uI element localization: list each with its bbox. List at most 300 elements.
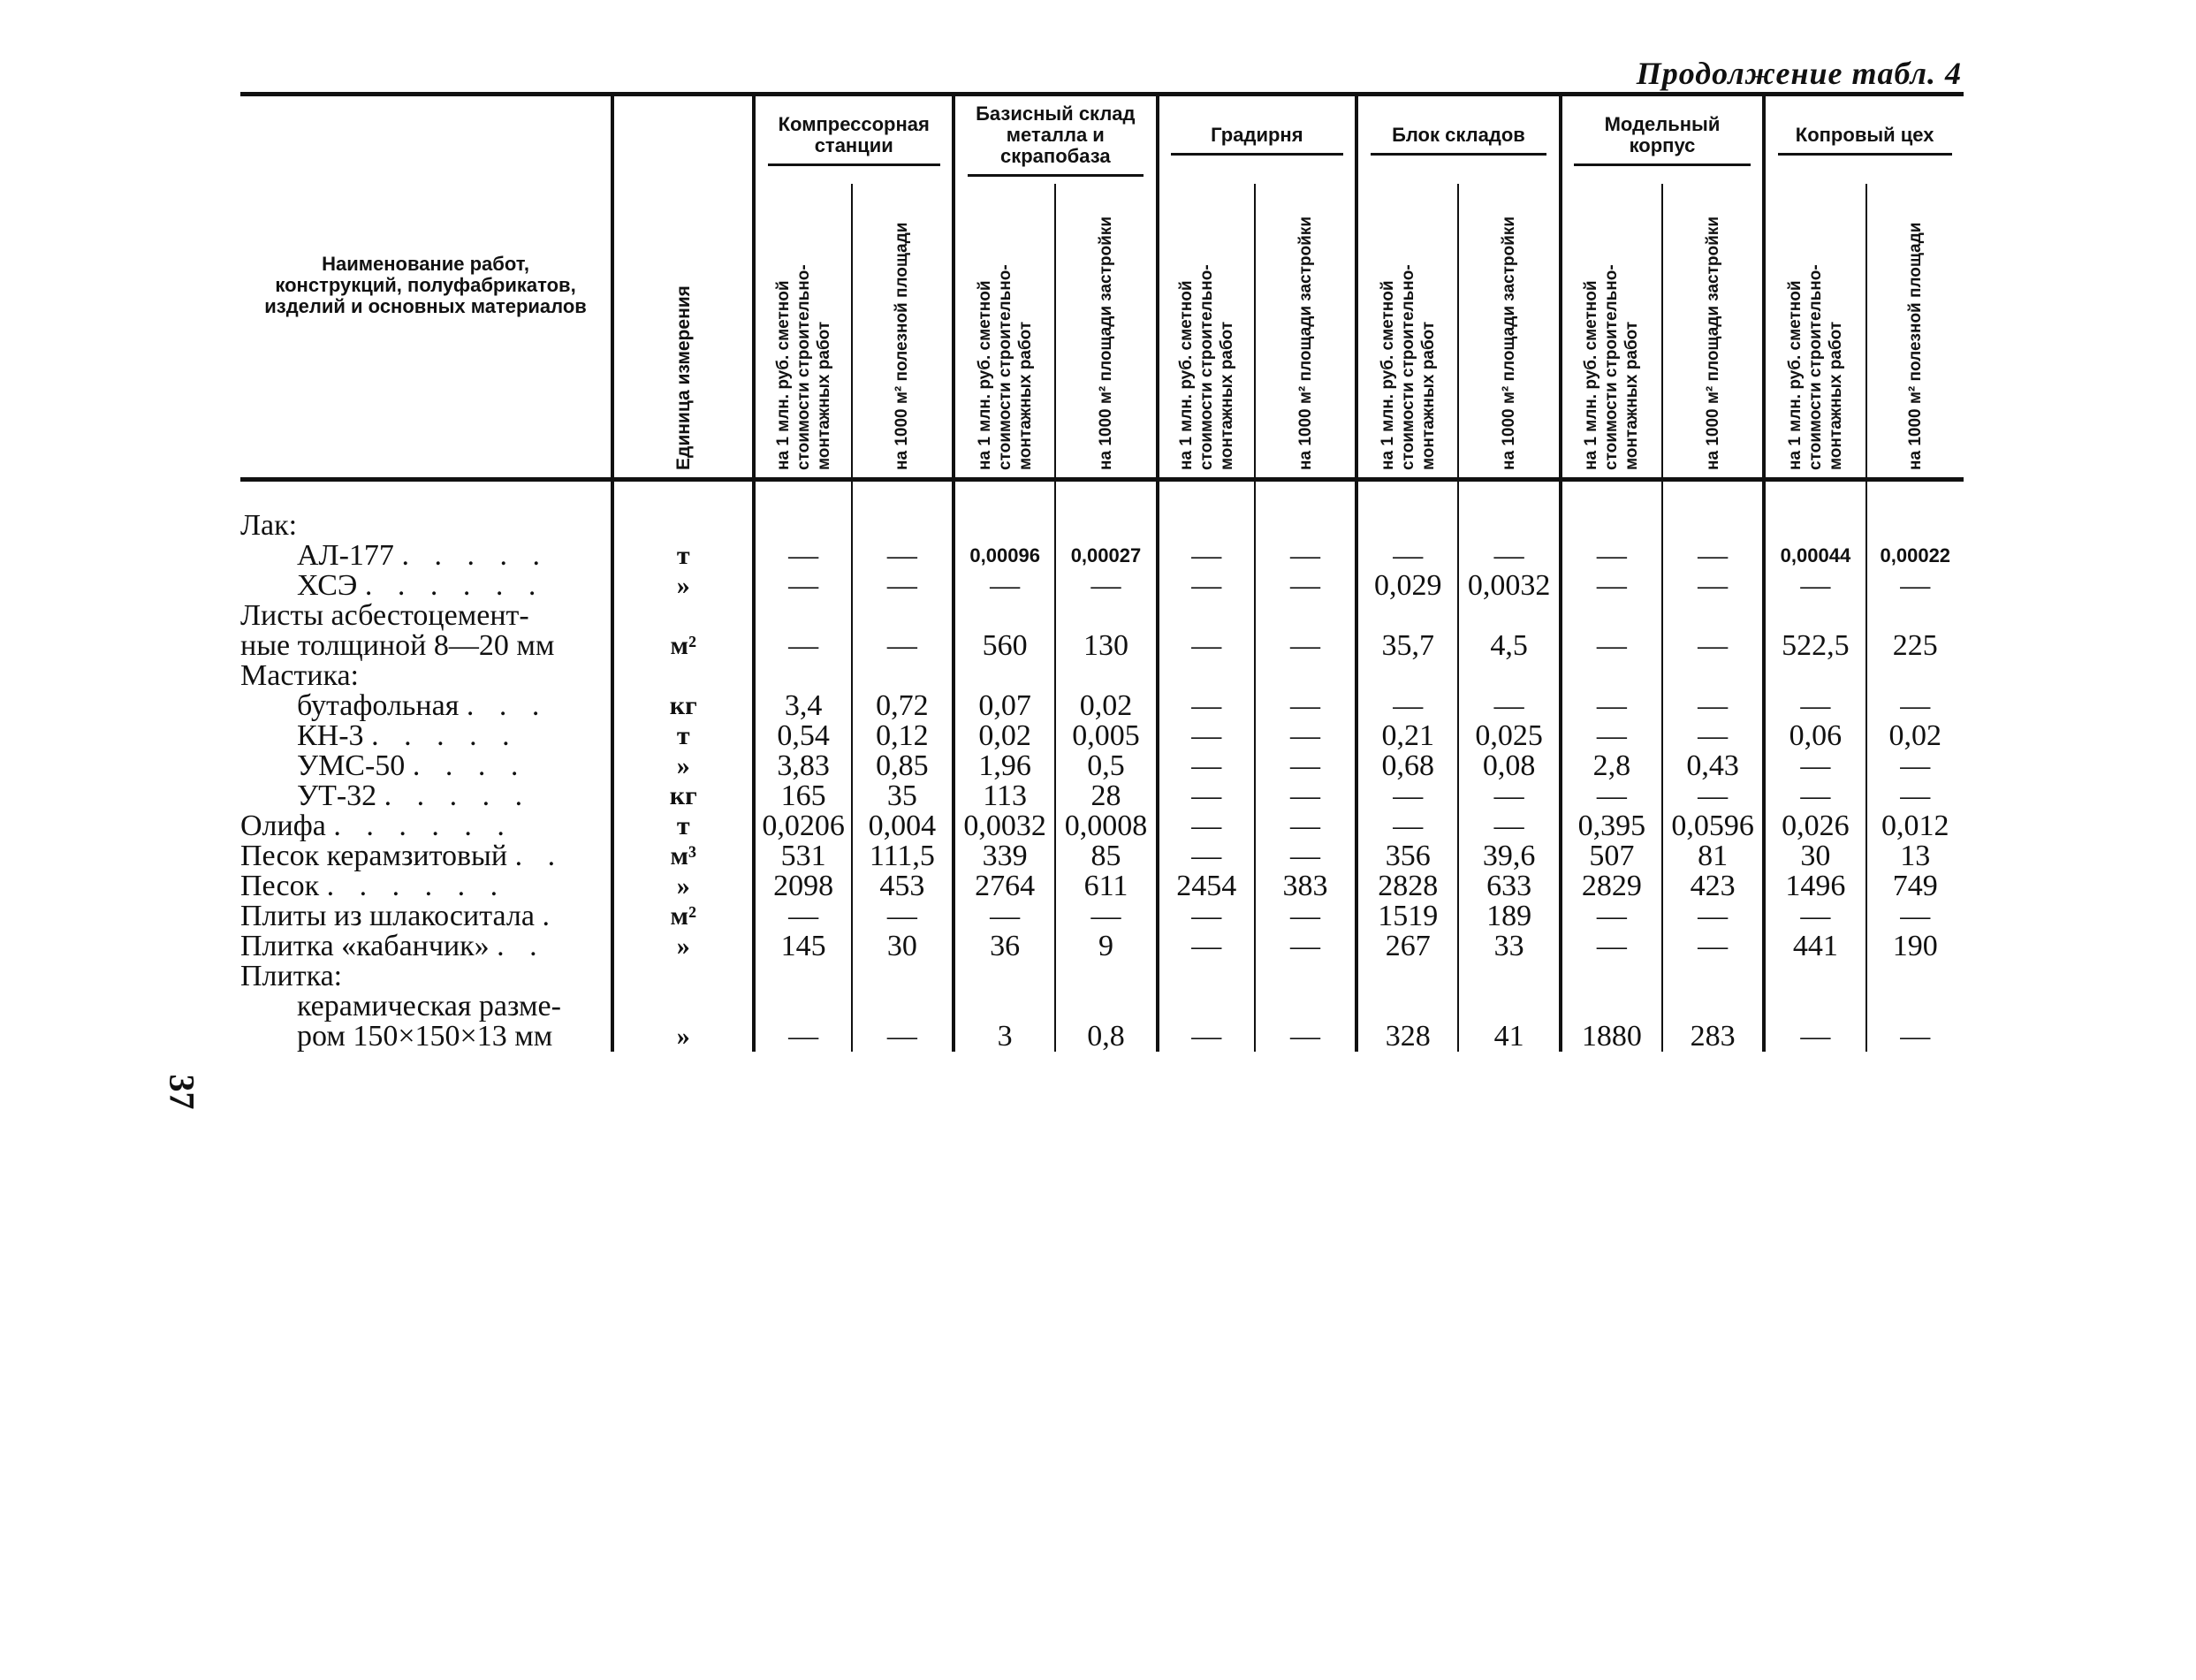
value-cell: — (1458, 691, 1560, 721)
value-cell: 0,02 (954, 721, 1055, 751)
table-row (240, 691, 1964, 721)
value-cell (1055, 511, 1157, 541)
value-cell: 633 (1458, 871, 1560, 901)
subheader-per-1000m2: на 1000 м² площади застройки (1458, 184, 1560, 475)
value-cell: — (1255, 721, 1356, 751)
value-cell: — (1866, 751, 1964, 781)
leader-dots: . . . . . . (333, 810, 513, 842)
value-cell: — (1561, 901, 1662, 931)
value-cell: — (1356, 811, 1458, 841)
value-cell: 0,54 (754, 721, 851, 751)
value-cell: — (1866, 781, 1964, 811)
value-cell: 39,6 (1458, 841, 1560, 871)
value-cell: — (1255, 571, 1356, 601)
value-cell: 0,43 (1662, 751, 1764, 781)
table-row (240, 781, 1964, 811)
value-cell: — (1764, 691, 1865, 721)
value-cell: 2828 (1356, 871, 1458, 901)
value-cell: — (1158, 811, 1255, 841)
table-row (240, 871, 1964, 901)
unit-cell (612, 992, 754, 1022)
value-cell: — (1561, 691, 1662, 721)
value-cell: 2098 (754, 871, 851, 901)
value-cell: — (1158, 1022, 1255, 1052)
unit-cell: » (612, 751, 754, 781)
value-cell: 0,00022 (1866, 541, 1964, 571)
value-cell: — (1158, 751, 1255, 781)
value-cell: 30 (852, 931, 954, 962)
table-row (240, 601, 1964, 631)
value-cell (1764, 511, 1865, 541)
value-cell: — (1158, 901, 1255, 931)
value-cell: 0,005 (1055, 721, 1157, 751)
value-cell (1458, 661, 1560, 691)
value-cell: — (852, 571, 954, 601)
value-cell: — (1356, 691, 1458, 721)
value-cell: 0,0032 (954, 811, 1055, 841)
unit-cell: м² (612, 901, 754, 931)
page-number: 37 (162, 1074, 202, 1110)
value-cell (1764, 992, 1865, 1022)
unit-cell: т (612, 541, 754, 571)
value-cell: — (754, 1022, 851, 1052)
value-cell: 0,07 (954, 691, 1055, 721)
value-cell: — (1662, 721, 1764, 751)
value-cell (1356, 962, 1458, 992)
table-row (240, 962, 1964, 992)
value-cell: — (1561, 571, 1662, 601)
value-cell: — (1662, 901, 1764, 931)
value-cell: 113 (954, 781, 1055, 811)
value-cell (754, 511, 851, 541)
value-cell (1158, 962, 1255, 992)
value-cell: 441 (1764, 931, 1865, 962)
value-cell (852, 601, 954, 631)
row-label: Плитка «кабанчик» . . (240, 931, 612, 962)
value-cell: 0,0008 (1055, 811, 1157, 841)
value-cell: 33 (1458, 931, 1560, 962)
value-cell: 560 (954, 631, 1055, 661)
value-cell: 2,8 (1561, 751, 1662, 781)
value-cell: — (1561, 721, 1662, 751)
value-cell: 0,85 (852, 751, 954, 781)
unit-cell (612, 962, 754, 992)
value-cell: 0,00096 (954, 541, 1055, 571)
value-cell: — (1866, 1022, 1964, 1052)
value-cell: 0,72 (852, 691, 954, 721)
value-cell: 749 (1866, 871, 1964, 901)
value-cell (1764, 661, 1865, 691)
group-header-model-building: Модельный корпус (1561, 95, 1765, 184)
value-cell (1866, 962, 1964, 992)
subheader-per-1000m2: на 1000 м² площади застройки (1055, 184, 1157, 475)
value-cell (954, 992, 1055, 1022)
unit-cell: » (612, 871, 754, 901)
row-label: керамическая разме- (240, 992, 612, 1022)
unit-cell: » (612, 931, 754, 962)
name-column-header: Наименование работ, конструкций, полуфабрикатов, изделий и основных материалов (264, 253, 587, 317)
value-cell: 0,0596 (1662, 811, 1764, 841)
value-cell: 0,00027 (1055, 541, 1157, 571)
subheader-per-million: на 1 млн. руб. сметной стоимости строительно-монтажных работ (1561, 184, 1662, 475)
subheader-per-million: на 1 млн. руб. сметной стоимости строительно-монтажных работ (754, 184, 851, 475)
value-cell: — (1561, 931, 1662, 962)
value-cell: — (852, 901, 954, 931)
value-cell: 328 (1356, 1022, 1458, 1052)
unit-cell: кг (612, 781, 754, 811)
value-cell: — (1662, 631, 1764, 661)
value-cell (1866, 661, 1964, 691)
value-cell: 0,68 (1356, 751, 1458, 781)
value-cell: — (1255, 901, 1356, 931)
row-label: Олифа . . . . . . (240, 811, 612, 841)
leader-dots: . . . . . . (326, 870, 507, 902)
value-cell (1662, 992, 1764, 1022)
value-cell (754, 992, 851, 1022)
value-cell (1055, 601, 1157, 631)
value-cell: — (1055, 901, 1157, 931)
value-cell: — (852, 1022, 954, 1052)
value-cell: 522,5 (1764, 631, 1865, 661)
value-cell: — (1158, 721, 1255, 751)
value-cell: — (1764, 1022, 1865, 1052)
value-cell: 190 (1866, 931, 1964, 962)
value-cell (1158, 511, 1255, 541)
value-cell: 4,5 (1458, 631, 1560, 661)
value-cell: 36 (954, 931, 1055, 962)
row-label: Мастика: (240, 661, 612, 691)
value-cell (1866, 992, 1964, 1022)
subheader-per-million: на 1 млн. руб. сметной стоимости строительно-монтажных работ (1356, 184, 1458, 475)
row-label: Песок керамзитовый . . (240, 841, 612, 871)
value-cell (1662, 962, 1764, 992)
row-label: бутафольная . . . (240, 691, 612, 721)
subheader-per-million: на 1 млн. руб. сметной стоимости строительно-монтажных работ (1158, 184, 1255, 475)
value-cell: 0,0206 (754, 811, 851, 841)
value-cell: — (1662, 691, 1764, 721)
value-cell: — (1561, 541, 1662, 571)
value-cell (1356, 511, 1458, 541)
row-label: Песок . . . . . . (240, 871, 612, 901)
row-label: Лак: (240, 511, 612, 541)
value-cell: — (1158, 931, 1255, 962)
value-cell (1662, 661, 1764, 691)
value-cell (852, 992, 954, 1022)
value-cell: 0,12 (852, 721, 954, 751)
leader-dots: . . . . . . (364, 569, 545, 602)
row-label: Листы асбестоцемент- (240, 601, 612, 631)
value-cell: 0,8 (1055, 1022, 1157, 1052)
value-cell (1662, 511, 1764, 541)
value-cell: — (1255, 541, 1356, 571)
value-cell: — (754, 631, 851, 661)
value-cell: 453 (852, 871, 954, 901)
row-label: ром 150×150×13 мм (240, 1022, 612, 1052)
value-cell (1561, 601, 1662, 631)
value-cell (954, 661, 1055, 691)
table-row (240, 811, 1964, 841)
table-row (240, 571, 1964, 601)
value-cell: — (1561, 631, 1662, 661)
row-label: Плиты из шлакоситала . (240, 901, 612, 931)
leader-dots: . . (514, 840, 565, 872)
table-caption: Продолжение табл. 4 (1636, 56, 1962, 91)
value-cell: — (1255, 751, 1356, 781)
value-cell: — (1255, 841, 1356, 871)
unit-cell: т (612, 811, 754, 841)
value-cell (954, 511, 1055, 541)
value-cell: 35 (852, 781, 954, 811)
spacer-row (240, 475, 1964, 511)
value-cell: — (1158, 841, 1255, 871)
row-label: АЛ-177 . . . . . (240, 541, 612, 571)
group-header-warehouse-block: Блок складов (1356, 95, 1561, 184)
table-row (240, 751, 1964, 781)
value-cell: 356 (1356, 841, 1458, 871)
value-cell (1158, 601, 1255, 631)
value-cell (754, 962, 851, 992)
value-cell: — (1866, 691, 1964, 721)
value-cell: 3 (954, 1022, 1055, 1052)
value-cell (1055, 962, 1157, 992)
value-cell: — (1255, 631, 1356, 661)
value-cell: 225 (1866, 631, 1964, 661)
unit-cell: м³ (612, 841, 754, 871)
unit-cell: т (612, 721, 754, 751)
value-cell: 0,0032 (1458, 571, 1560, 601)
value-cell (954, 962, 1055, 992)
group-header-compressor: Компрессорная станции (754, 95, 954, 184)
unit-cell (612, 661, 754, 691)
subheader-per-1000m2: на 1000 м² площади застройки (1255, 184, 1356, 475)
value-cell: — (754, 541, 851, 571)
value-cell (852, 661, 954, 691)
value-cell (1764, 962, 1865, 992)
value-cell: — (954, 901, 1055, 931)
table-row (240, 541, 1964, 571)
value-cell: — (1764, 571, 1865, 601)
value-cell: — (1255, 811, 1356, 841)
value-cell: 1519 (1356, 901, 1458, 931)
value-cell (1561, 992, 1662, 1022)
value-cell: 0,08 (1458, 751, 1560, 781)
value-cell: 35,7 (1356, 631, 1458, 661)
value-cell: — (1561, 781, 1662, 811)
group-header-cooling-tower: Градирня (1158, 95, 1357, 184)
value-cell (1458, 601, 1560, 631)
row-label: Плитка: (240, 962, 612, 992)
value-cell: 3,83 (754, 751, 851, 781)
value-cell (1866, 511, 1964, 541)
header-row-groups (240, 95, 1964, 184)
value-cell: — (1255, 691, 1356, 721)
row-label: УМС-50 . . . . (240, 751, 612, 781)
value-cell: 111,5 (852, 841, 954, 871)
value-cell (1255, 511, 1356, 541)
leader-dots: . . . . (412, 749, 528, 782)
value-cell: 383 (1255, 871, 1356, 901)
leader-dots: . . . . . (401, 539, 549, 572)
value-cell (1356, 601, 1458, 631)
value-cell: 0,395 (1561, 811, 1662, 841)
value-cell: — (1662, 931, 1764, 962)
value-cell: 2829 (1561, 871, 1662, 901)
leader-dots: . . . (466, 689, 549, 722)
row-label: ные толщиной 8—20 мм (240, 631, 612, 661)
table-row (240, 1022, 1964, 1052)
value-cell (1866, 601, 1964, 631)
value-cell: — (1158, 541, 1255, 571)
subheader-per-1000m2: на 1000 м² площади застройки (1662, 184, 1764, 475)
value-cell: — (1866, 571, 1964, 601)
subheader-per-million: на 1 млн. руб. сметной стоимости строительно-монтажных работ (954, 184, 1055, 475)
leader-dots: . . . . . (384, 779, 532, 812)
value-cell (1255, 661, 1356, 691)
table-row (240, 661, 1964, 691)
value-cell: 130 (1055, 631, 1157, 661)
value-cell: 1496 (1764, 871, 1865, 901)
value-cell: 165 (754, 781, 851, 811)
value-cell (754, 661, 851, 691)
value-cell (1055, 661, 1157, 691)
value-cell: 41 (1458, 1022, 1560, 1052)
value-cell (1764, 601, 1865, 631)
row-label: ХСЭ . . . . . . (240, 571, 612, 601)
value-cell (852, 511, 954, 541)
value-cell: 283 (1662, 1022, 1764, 1052)
value-cell (1356, 992, 1458, 1022)
value-cell (1356, 661, 1458, 691)
value-cell (1561, 511, 1662, 541)
leader-dots: . . (497, 930, 546, 962)
value-cell (1255, 992, 1356, 1022)
value-cell: 0,004 (852, 811, 954, 841)
table-row (240, 631, 1964, 661)
unit-cell: » (612, 571, 754, 601)
value-cell: — (1356, 541, 1458, 571)
subheader-per-1000m2: на 1000 м² полезной площади (1866, 184, 1964, 475)
unit-cell (612, 511, 754, 541)
value-cell (1458, 962, 1560, 992)
value-cell: 3,4 (754, 691, 851, 721)
value-cell: 13 (1866, 841, 1964, 871)
value-cell: — (852, 631, 954, 661)
value-cell: — (1764, 781, 1865, 811)
value-cell: — (1055, 571, 1157, 601)
row-label: УТ-32 . . . . . (240, 781, 612, 811)
value-cell: — (1458, 541, 1560, 571)
value-cell: 0,21 (1356, 721, 1458, 751)
value-cell: — (1458, 811, 1560, 841)
unit-cell: кг (612, 691, 754, 721)
value-cell: 0,02 (1866, 721, 1964, 751)
unit-cell: м² (612, 631, 754, 661)
value-cell: 85 (1055, 841, 1157, 871)
unit-column-header: Единица измерения (612, 95, 754, 475)
value-cell (1458, 992, 1560, 1022)
value-cell: — (954, 571, 1055, 601)
leader-dots: . (542, 900, 558, 932)
value-cell: — (1255, 1022, 1356, 1052)
value-cell (1158, 661, 1255, 691)
value-cell (1458, 511, 1560, 541)
value-cell: 0,026 (1764, 811, 1865, 841)
value-cell (852, 962, 954, 992)
unit-cell: » (612, 1022, 754, 1052)
value-cell: — (1764, 751, 1865, 781)
value-cell: — (754, 901, 851, 931)
value-cell: 28 (1055, 781, 1157, 811)
unit-cell (612, 601, 754, 631)
value-cell (754, 601, 851, 631)
table-body (240, 475, 1964, 1052)
value-cell (954, 601, 1055, 631)
value-cell: — (1458, 781, 1560, 811)
materials-table (240, 95, 1964, 1052)
table-row (240, 511, 1964, 541)
table-row (240, 901, 1964, 931)
value-cell: 2454 (1158, 871, 1255, 901)
value-cell (1561, 661, 1662, 691)
value-cell: — (754, 571, 851, 601)
value-cell: 0,5 (1055, 751, 1157, 781)
value-cell: 339 (954, 841, 1055, 871)
value-cell: — (1158, 571, 1255, 601)
value-cell (1561, 962, 1662, 992)
value-cell: 0,012 (1866, 811, 1964, 841)
value-cell: 0,02 (1055, 691, 1157, 721)
value-cell: — (1764, 901, 1865, 931)
value-cell: — (1662, 781, 1764, 811)
value-cell: 267 (1356, 931, 1458, 962)
value-cell: 0,029 (1356, 571, 1458, 601)
value-cell: — (1356, 781, 1458, 811)
table-row (240, 992, 1964, 1022)
value-cell: 9 (1055, 931, 1157, 962)
value-cell: 2764 (954, 871, 1055, 901)
value-cell: 423 (1662, 871, 1764, 901)
table-row (240, 721, 1964, 751)
value-cell (1255, 601, 1356, 631)
value-cell: 189 (1458, 901, 1560, 931)
value-cell: — (1662, 571, 1764, 601)
value-cell: 1880 (1561, 1022, 1662, 1052)
value-cell: — (1866, 901, 1964, 931)
value-cell: 531 (754, 841, 851, 871)
value-cell: 0,06 (1764, 721, 1865, 751)
value-cell: — (1255, 931, 1356, 962)
value-cell: 30 (1764, 841, 1865, 871)
value-cell: 1,96 (954, 751, 1055, 781)
value-cell: 0,025 (1458, 721, 1560, 751)
value-cell: — (852, 541, 954, 571)
group-header-metal-warehouse: Базисный склад металла и скрапобаза (954, 95, 1158, 184)
value-cell: — (1158, 631, 1255, 661)
group-header-pile-shop: Копровый цех (1764, 95, 1964, 184)
row-label: КН-3 . . . . . (240, 721, 612, 751)
value-cell: 0,00044 (1764, 541, 1865, 571)
value-cell: 507 (1561, 841, 1662, 871)
subheader-per-million: на 1 млн. руб. сметной стоимости строительно-монтажных работ (1764, 184, 1865, 475)
value-cell (1662, 601, 1764, 631)
subheader-per-1000m2: на 1000 м² полезной площади (852, 184, 954, 475)
value-cell (1158, 992, 1255, 1022)
table-row (240, 841, 1964, 871)
value-cell: — (1158, 691, 1255, 721)
value-cell: 145 (754, 931, 851, 962)
value-cell: — (1158, 781, 1255, 811)
value-cell: 611 (1055, 871, 1157, 901)
